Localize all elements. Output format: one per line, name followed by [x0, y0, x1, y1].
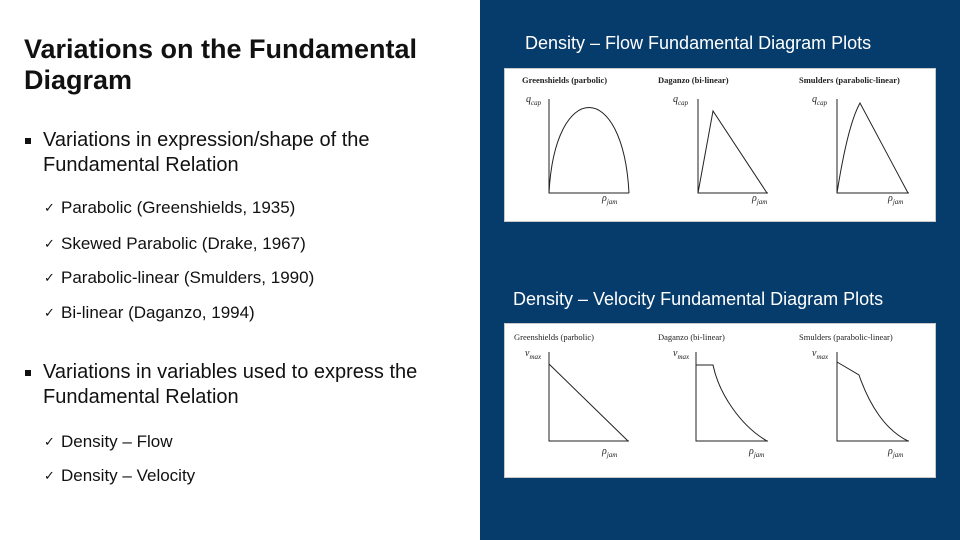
check-icon: ✓	[44, 434, 55, 449]
flow-section-title: Density – Flow Fundamental Diagram Plots	[525, 33, 872, 53]
page-title: Variations on the Fundamental Diagram	[24, 34, 418, 95]
check-icon: ✓	[44, 200, 55, 215]
greenshields-curve	[549, 108, 629, 194]
greenshields-label: Greenshields (parbolic)	[514, 332, 595, 342]
velocity-plots-svg	[505, 324, 935, 477]
rho-jam-label: $\rho_{jam}$	[888, 446, 904, 459]
smulders-axes	[837, 99, 909, 193]
rho-jam-label: $\rho_{jam}$	[602, 193, 618, 206]
square-bullet-icon	[25, 370, 31, 376]
right-figure-area	[480, 0, 960, 540]
check-icon: ✓	[44, 270, 55, 285]
greenshields-axes	[549, 352, 629, 441]
vmax-label: $v_{max}$	[673, 348, 690, 361]
daganzo-curve	[698, 111, 767, 193]
daganzo-label: Daganzo (bi-linear)	[658, 75, 729, 85]
greenshields-curve	[549, 364, 628, 441]
qcap-label: $q_{cap}$	[812, 94, 828, 107]
smulders-axes	[837, 352, 909, 441]
velocity-section-title: Density – Velocity Fundamental Diagram Plots	[513, 289, 884, 309]
greenshields-label: Greenshields (parbolic)	[522, 75, 608, 85]
check-icon: ✓	[44, 468, 55, 483]
flow-plots-svg	[505, 69, 935, 221]
greenshields-axes	[549, 99, 629, 193]
vmax-label: $v_{max}$	[812, 348, 829, 361]
rho-jam-label: $\rho_{jam}$	[749, 446, 765, 459]
density-velocity-panel	[504, 323, 936, 478]
rho-jam-label: $\rho_{jam}$	[888, 193, 904, 206]
rho-jam-label: $\rho_{jam}$	[752, 193, 768, 206]
qcap-label: $q_{cap}$	[526, 94, 542, 107]
bullet-text: Variations in expression/shape of the Fundamental Relation	[43, 129, 370, 176]
check-icon: ✓	[44, 305, 55, 320]
rho-jam-label: $\rho_{jam}$	[602, 446, 618, 459]
daganzo-label: Daganzo (bi-linear)	[658, 332, 725, 342]
daganzo-curve	[696, 365, 767, 441]
square-bullet-icon	[25, 138, 31, 144]
qcap-label: $q_{cap}$	[673, 94, 689, 107]
bullet-text: Variations in variables used to express the Fundamental Relation	[43, 361, 418, 408]
vmax-label: $v_{max}$	[525, 348, 542, 361]
density-flow-panel	[504, 68, 936, 222]
smulders-label: Smulders (parabolic-linear)	[799, 332, 893, 342]
left-content: Variations on the Fundamental Diagram Variations in expression/shape of the Fundamental Relation ✓ Parabolic (Greenshields, 1935) ✓ Skewed Parabolic (Drake, 1967) ✓ Parabolic-linear (Smulders, 1990) ✓ Bi-linear (Daganzo, 1994) Variations in variables used to express the Fundamental Relation ✓ Density – Flow ✓ Density – Velocity	[0, 0, 480, 540]
smulders-label: Smulders (parabolic-linear)	[799, 75, 900, 85]
smulders-curve	[837, 103, 908, 193]
check-icon: ✓	[44, 236, 55, 251]
smulders-curve	[837, 362, 908, 441]
